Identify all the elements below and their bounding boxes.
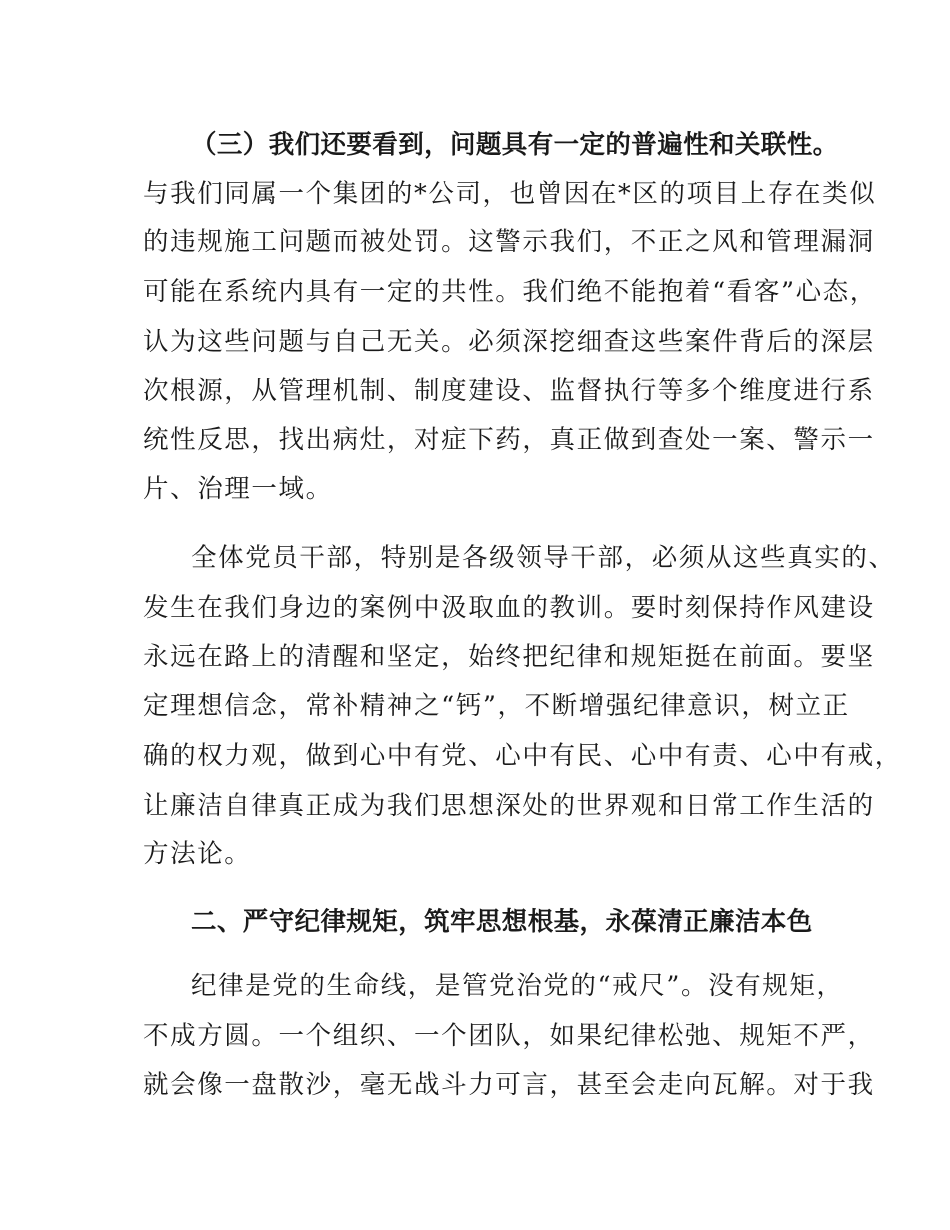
text-line: 就会像一盘散沙，毫无战斗力可言，甚至会走向瓦解。对于我 — [143, 1070, 875, 1100]
text-line: 的违规施工问题而被处罚。这警示我们，不正之风和管理漏洞 — [143, 227, 875, 257]
text-line: 确的权力观，做到心中有党、心中有民、心中有责、心中有戒， — [143, 741, 902, 771]
text-line: 次根源，从管理机制、制度建设、监督执行等多个维度进行系 — [143, 376, 875, 406]
text-line: 纪律是党的生命线，是管党治党的“戒尺”。没有规矩， — [191, 971, 844, 1001]
section-heading-2: 二、严守纪律规矩，筑牢思想根基，永葆清正廉洁本色 — [191, 907, 813, 937]
text-line: 可能在系统内具有一定的共性。我们绝不能抱着“看客”心态， — [143, 277, 877, 307]
text-line: 认为这些问题与自己无关。必须深挖细查这些案件背后的深层 — [143, 327, 875, 357]
text-line: 与我们同属一个集团的*公司，也曾因在*区的项目上存在类似 — [143, 179, 877, 209]
section-heading-3: （三）我们还要看到，问题具有一定的普遍性和关联性。 — [191, 130, 839, 160]
text-line: 全体党员干部，特别是各级领导干部，必须从这些真实的、 — [191, 543, 896, 573]
text-line: 不成方圆。一个组织、一个团队，如果纪律松弛、规矩不严， — [143, 1021, 875, 1051]
text-line: 让廉洁自律真正成为我们思想深处的世界观和日常工作生活的 — [143, 791, 875, 821]
text-line: 发生在我们身边的案例中汲取血的教训。要时刻保持作风建设 — [143, 593, 875, 623]
text-line: 统性反思，找出病灶，对症下药，真正做到查处一案、警示一 — [143, 425, 875, 455]
text-line: 定理想信念，常补精神之“钙”，不断增强纪律意识，树立正 — [143, 691, 850, 721]
text-line: 片、治理一域。 — [143, 474, 333, 504]
text-line: 方法论。 — [143, 839, 252, 869]
text-line: 永远在路上的清醒和坚定，始终把纪律和规矩挺在前面。要坚 — [143, 642, 875, 672]
